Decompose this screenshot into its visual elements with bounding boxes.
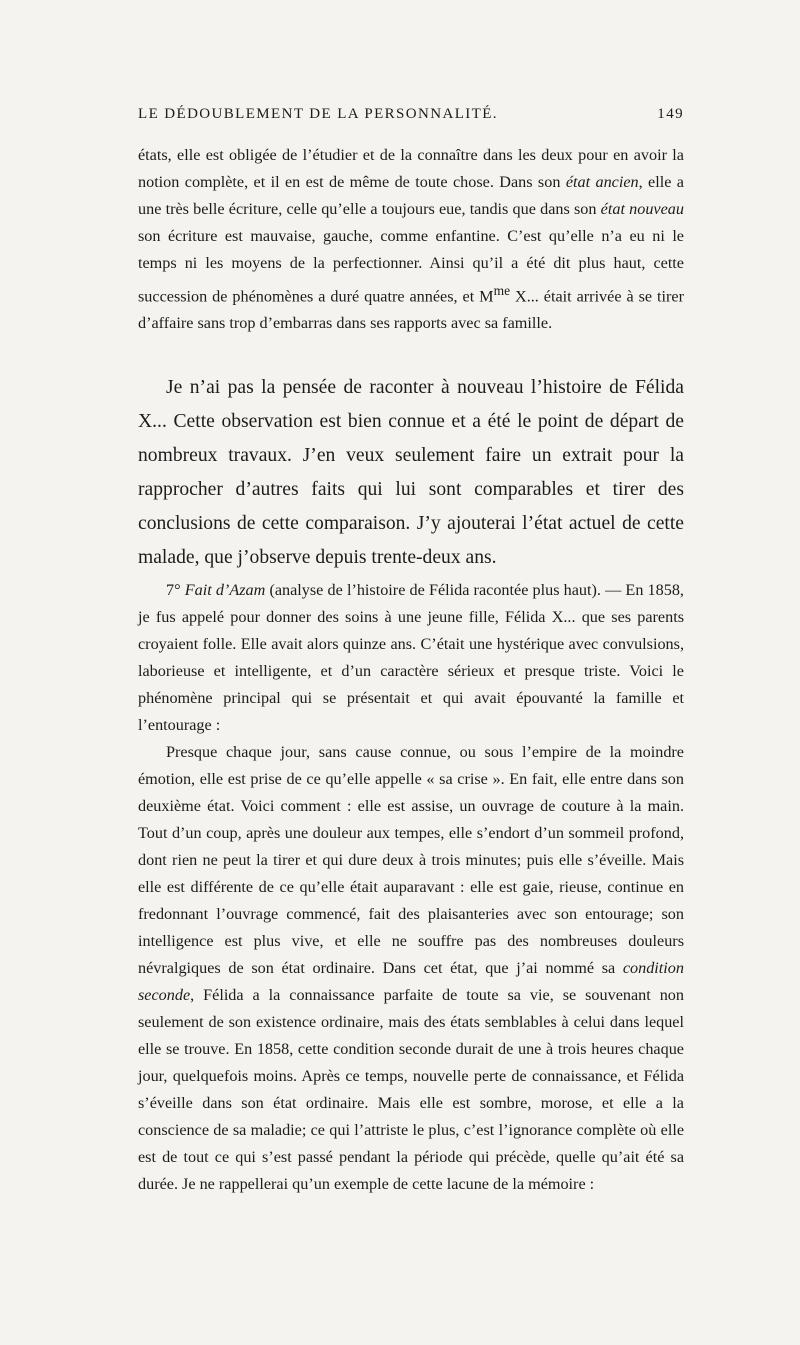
paragraph-1 — [138, 142, 684, 337]
paragraph-2: Je n’ai pas la pensée de raconter à nouveau l’histoire de Félida X... Cette observation est bien connue et a été le point de départ de nombreux travaux. J’en veux seulement faire un extrait pour la rapprocher d’autres faits qui lui sont comparables et tirer des conclusions de cette comparaison. J’y ajouterai l’état actuel de cette malade, que j’observe depuis trente-deux ans. — [138, 377, 684, 568]
paragraph-3-text: (analyse de l’histoire de Félida racontée plus haut). — En 1858, je fus appelé pour donner des soins à une jeune fille, Félida X... que ses parents croyaient folle. Elle avait alors quinze ans. C’était une hystérique avec convulsions, laborieuse et intelligente, et d’un caractère sérieux et presque triste. Voici le phénomène principal qui se présentait et qui avait épouvanté la famille et l’entourage : — [138, 581, 684, 734]
paragraph-1-text-d: X... était arrivée à se tirer d’affaire sans trop d’embarras dans ses rapports avec sa famille. — [138, 287, 684, 333]
paragraph-1-text-a: états, elle est obligée de l’étudier et de la connaître dans les deux pour en avoir la notion complète, et il en est de même de toute chose. Dans son — [138, 146, 684, 191]
italic-condition-seconde: condition seconde — [138, 959, 684, 1004]
paragraph-4 — [138, 739, 684, 1198]
italic-etat-nouveau: état nouveau — [600, 200, 684, 218]
running-head-title: LE DÉDOUBLEMENT DE LA PERSONNALITÉ. — [138, 106, 498, 122]
page-number: 149 — [657, 106, 684, 122]
paragraph-3 — [138, 577, 684, 739]
paragraph-1-text-c: son écriture est mauvaise, gauche, comme enfantine. C’est qu’elle n’a eu ni le temps ni les moyens de la perfectionner. Ainsi qu’il a été dit plus haut, cette succession de phénomènes a duré quatre années, et M — [138, 227, 684, 306]
paragraph-4-text-a: Presque chaque jour, sans cause connue, ou sous l’empire de la moindre émotion, elle est prise de ce qu’elle appelle « sa crise ». En fait, elle entre dans son deuxième état. Voici comment : elle est assise, un ouvrage de couture à la main. Tout d’un coup, après une douleur aux tempes, elle s’endort d’un sommeil profond, dont rien ne peut la tirer et qui dure deux à trois minutes; puis elle s’éveille. Mais elle est différente de ce qu’elle était auparavant : elle est gaie, rieuse, continue en fredonnant l’ouvrage commencé, fait des plaisanteries avec son entourage; son intelligence est plus vive, et elle ne souffre pas des nombreuses douleurs névralgiques de son état ordinaire. Dans cet état, que j’ai nommé sa — [138, 743, 684, 977]
italic-etat-ancien: état ancien — [565, 173, 639, 191]
author-paragraph — [138, 371, 684, 575]
case-title: Fait d’Azam — [184, 581, 266, 599]
case-section — [138, 577, 684, 1198]
paragraph-4-text-b: , Félida a la connaissance parfaite de toute sa vie, se souvenant non seulement de son existence ordinaire, mais des états semblables à celui dans lequel elle se trouve. En 1858, cette condition seconde durait de une à trois heures chaque jour, quelquefois moins. Après ce temps, nouvelle perte de connaissance, et Félida s’éveille dans son état ordinaire. Mais elle est sombre, morose, et elle a la conscience de sa maladie; ce qui l’attriste le plus, c’est l’ignorance complète où elle est de tout ce qui s’est passé pendant la période qui précède, quelle qu’ait été sa durée. Je ne rappellerai qu’un exemple de cette lacune de la mémoire : — [138, 986, 684, 1193]
superscript-me: me — [493, 283, 511, 298]
paragraph-continuation — [138, 142, 684, 337]
case-number: 7° — [166, 581, 185, 599]
paragraph-1-text-b: , elle a une très belle écriture, celle qu’elle a toujours eue, tandis que dans son — [138, 173, 684, 218]
